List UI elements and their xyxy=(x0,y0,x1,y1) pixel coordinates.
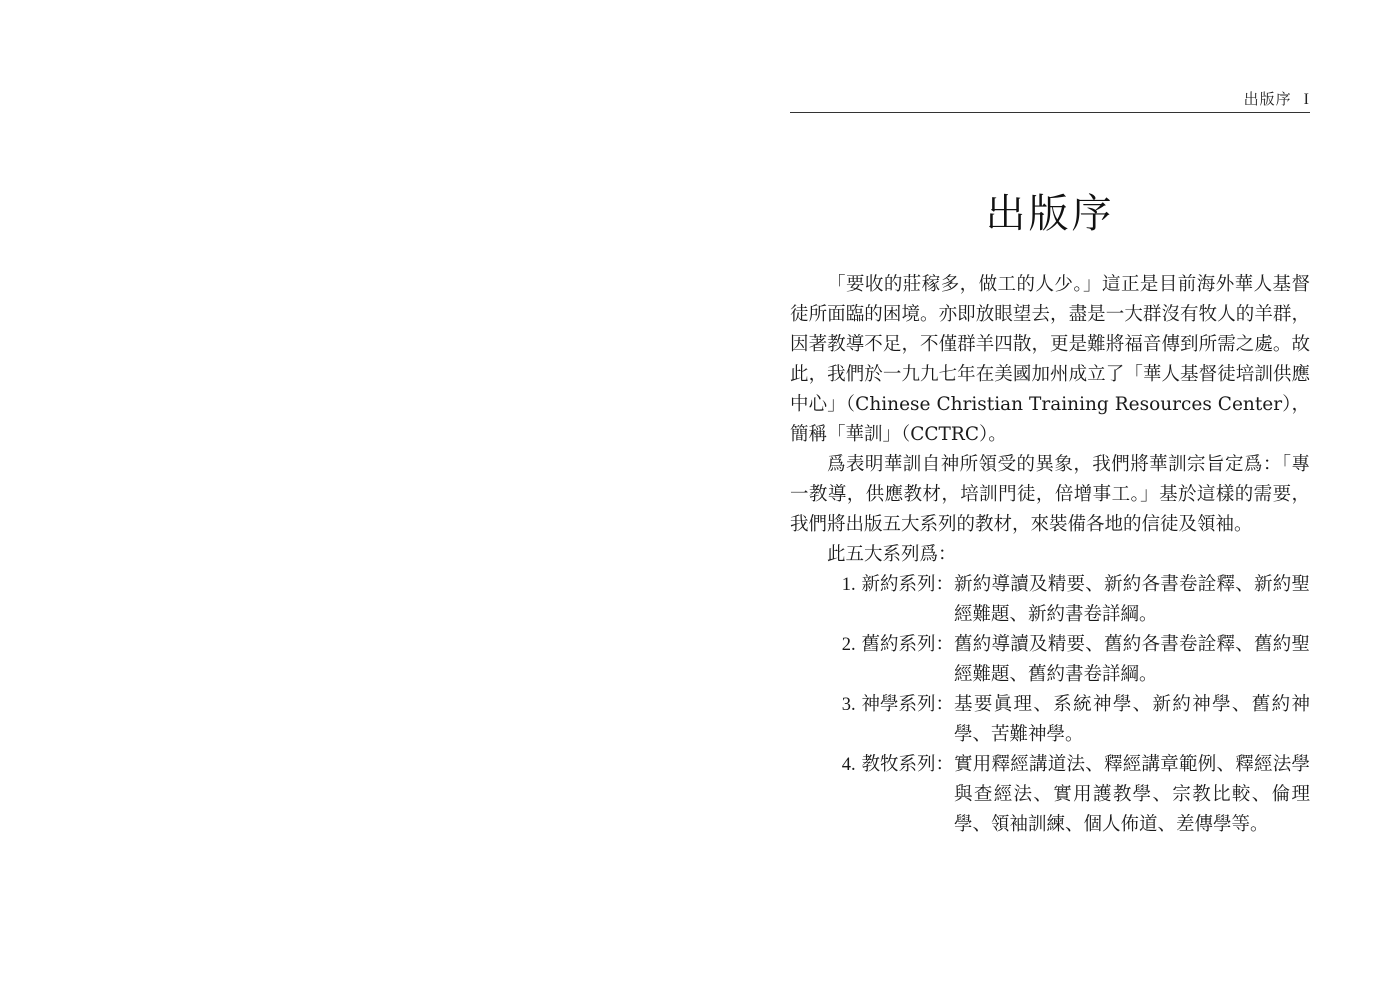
series-number: 4. xyxy=(841,755,856,775)
list-item xyxy=(790,570,1310,630)
series-name: 教牧系列： xyxy=(861,754,954,775)
chapter-title: 出版序 xyxy=(985,191,1115,237)
series-label xyxy=(790,750,954,840)
series-label xyxy=(790,570,954,630)
list-item xyxy=(790,750,1310,840)
page-number: I xyxy=(1303,91,1310,108)
paragraph-2: 爲表明華訓自神所領受的異象，我們將華訓宗旨定爲：「專一教導，供應教材，培訓門徒，倍增事工。」基於這樣的需要，我們將出版五大系列的教材，來裝備各地的信徒及領袖。 xyxy=(790,454,1310,535)
series-description: 新約導讀及精要、新約各書卷詮釋、新約聖經難題、新約書卷詳綱。 xyxy=(954,574,1310,625)
series-description: 基要眞理、系統神學、新約神學、舊約神學、苦難神學。 xyxy=(954,694,1310,745)
list-item xyxy=(790,630,1310,690)
series-name: 舊約系列： xyxy=(861,634,954,655)
list-item xyxy=(790,690,1310,750)
series-list xyxy=(790,570,1310,840)
series-number: 3. xyxy=(841,695,856,715)
series-name: 新約系列： xyxy=(861,574,954,595)
body-text xyxy=(790,270,1310,840)
series-description: 舊約導讀及精要、舊約各書卷詮釋、舊約聖經難題、舊約書卷詳綱。 xyxy=(954,634,1310,685)
series-label xyxy=(790,630,954,690)
header-rule xyxy=(790,112,1310,113)
series-name: 神學系列： xyxy=(861,694,954,715)
series-label xyxy=(790,690,954,750)
running-header xyxy=(1244,88,1310,109)
running-header-title: 出版序 xyxy=(1243,90,1292,108)
series-number: 2. xyxy=(841,635,856,655)
series-number: 1. xyxy=(841,575,856,595)
paragraph-3: 此五大系列爲： xyxy=(827,544,957,565)
paragraph-1: 「要收的莊稼多，做工的人少。」這正是目前海外華人基督徒所面臨的困境。亦即放眼望去，盡是一大群沒有牧人的羊群，因著教導不足，不僅群羊四散，更是難將福音傳到所需之處。故此，我們於一九九七年在美國加州成立了「華人基督徒培訓供應中心」（Chinese Christian Training Resources Center），簡稱「華訓」（CCTRC）。 xyxy=(790,274,1310,445)
series-description: 實用釋經講道法、釋經講章範例、釋經法學與查經法、實用護教學、宗教比較、倫理學、領袖訓練、個人佈道、差傳學等。 xyxy=(954,754,1310,835)
book-page-right xyxy=(790,0,1310,985)
